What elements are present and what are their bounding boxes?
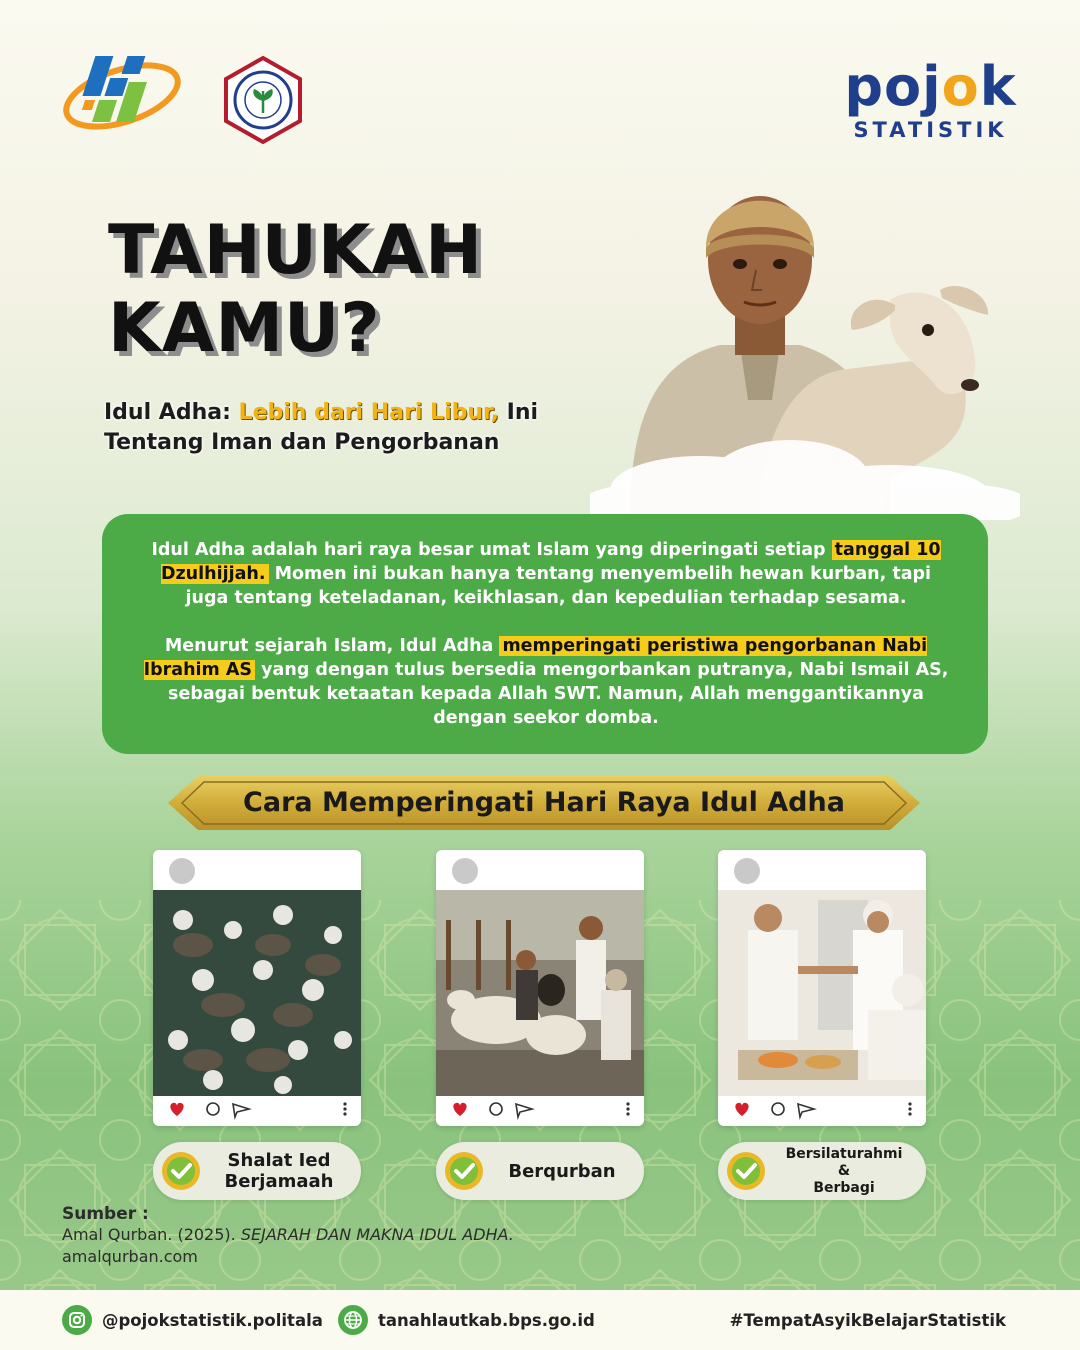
source-title: SEJARAH DAN MAKNA IDUL ADHA. bbox=[240, 1225, 514, 1244]
brand-subtitle: STATISTIK bbox=[853, 118, 1008, 142]
subtitle-lead: Idul Adha: bbox=[104, 400, 239, 425]
activity-3-line-3: Berbagi bbox=[813, 1179, 875, 1196]
p1-text-b: Momen ini bukan hanya tentang menyembelih hewan kurban, tapi juga tentang keteladanan, keikhlasan, dan kepedulian terhadap sesama. bbox=[185, 564, 932, 608]
p1-text-a: Idul Adha adalah hari raya besar umat Islam yang diperingati setiap bbox=[151, 540, 832, 560]
info-card bbox=[102, 514, 988, 754]
globe-icon bbox=[338, 1305, 368, 1335]
p1-highlight: tanggal 10 Dzulhijjah. bbox=[160, 540, 941, 584]
activity-1-line-2: Berjamaah bbox=[224, 1171, 334, 1192]
footer bbox=[0, 1290, 1080, 1350]
avatar bbox=[452, 858, 478, 884]
banner-title: Cara Memperingati Hari Raya Idul Adha bbox=[243, 787, 845, 818]
footer-website[interactable] bbox=[338, 1302, 595, 1338]
title-line-1: TAHUKAH bbox=[108, 211, 484, 290]
checkmark-badge-icon bbox=[161, 1151, 201, 1191]
activity-post-2 bbox=[436, 850, 644, 1126]
website-url: tanahlautkab.bps.go.id bbox=[378, 1310, 595, 1330]
activity-post-3 bbox=[718, 850, 926, 1126]
instagram-handle: @pojokstatistik.politala bbox=[102, 1310, 323, 1330]
qurban-photo bbox=[436, 890, 644, 1096]
activity-3-line-2: & bbox=[837, 1162, 851, 1179]
source-heading: Sumber : bbox=[62, 1204, 149, 1224]
p2-text-b: yang dengan tulus bersedia mengorbankan putranya, Nabi Ismail AS, sebagai bentuk ketaatan kepada Allah SWT. Namun, Allah menggantikannya dengan seekor domba. bbox=[168, 660, 949, 728]
footer-hashtag bbox=[730, 1302, 1006, 1338]
activity-3-line-1: Bersilaturahmi bbox=[785, 1145, 903, 1162]
silaturahmi-photo bbox=[718, 890, 926, 1096]
politeknik-seal-logo bbox=[218, 55, 308, 145]
activity-label-text bbox=[484, 1142, 640, 1200]
avatar bbox=[734, 858, 760, 884]
activity-label-3 bbox=[718, 1142, 926, 1200]
activity-label-2 bbox=[436, 1142, 644, 1200]
activity-1-line-1: Shalat Ied bbox=[227, 1150, 331, 1171]
activity-label-text bbox=[766, 1142, 922, 1200]
source-citation bbox=[62, 1204, 662, 1268]
subtitle-rest: Ini Tentang Iman dan Pengorbanan bbox=[104, 400, 539, 455]
page-title bbox=[108, 212, 528, 368]
checkmark-badge-icon bbox=[444, 1151, 484, 1191]
title-line-2: KAMU? bbox=[108, 289, 381, 368]
section-banner bbox=[168, 770, 920, 836]
boy-with-goat-illustration bbox=[590, 160, 1020, 520]
post-action-bar bbox=[732, 1100, 918, 1120]
post-action-bar bbox=[450, 1100, 636, 1120]
source-author: Amal Qurban. (2025). bbox=[62, 1225, 241, 1244]
source-site: amalqurban.com bbox=[62, 1247, 198, 1266]
pojok-statistik-logo bbox=[843, 55, 1018, 142]
hashtag-text: #TempatAsyikBelajarStatistik bbox=[729, 1310, 1006, 1330]
brand-name: pojok bbox=[844, 55, 1017, 118]
activity-2-line-1: Berqurban bbox=[508, 1160, 616, 1182]
activity-post-1 bbox=[153, 850, 361, 1126]
footer-instagram[interactable] bbox=[62, 1302, 323, 1338]
checkmark-badge-icon bbox=[726, 1151, 766, 1191]
info-paragraph-1 bbox=[138, 538, 954, 610]
info-paragraph-2 bbox=[138, 634, 954, 730]
p2-text-a: Menurut sejarah Islam, Idul Adha bbox=[164, 636, 500, 656]
post-action-bar bbox=[167, 1100, 353, 1120]
shalat-photo bbox=[153, 890, 361, 1096]
activity-label-text bbox=[201, 1142, 357, 1200]
page-subtitle bbox=[104, 398, 604, 458]
bps-logo bbox=[60, 48, 185, 138]
source-reference bbox=[62, 1224, 662, 1246]
avatar bbox=[169, 858, 195, 884]
instagram-icon bbox=[62, 1305, 92, 1335]
activity-label-1 bbox=[153, 1142, 361, 1200]
subtitle-highlight: Lebih dari Hari Libur, bbox=[238, 400, 499, 425]
p2-highlight: memperingati peristiwa pengorbanan Nabi Ibrahim AS bbox=[143, 636, 928, 680]
